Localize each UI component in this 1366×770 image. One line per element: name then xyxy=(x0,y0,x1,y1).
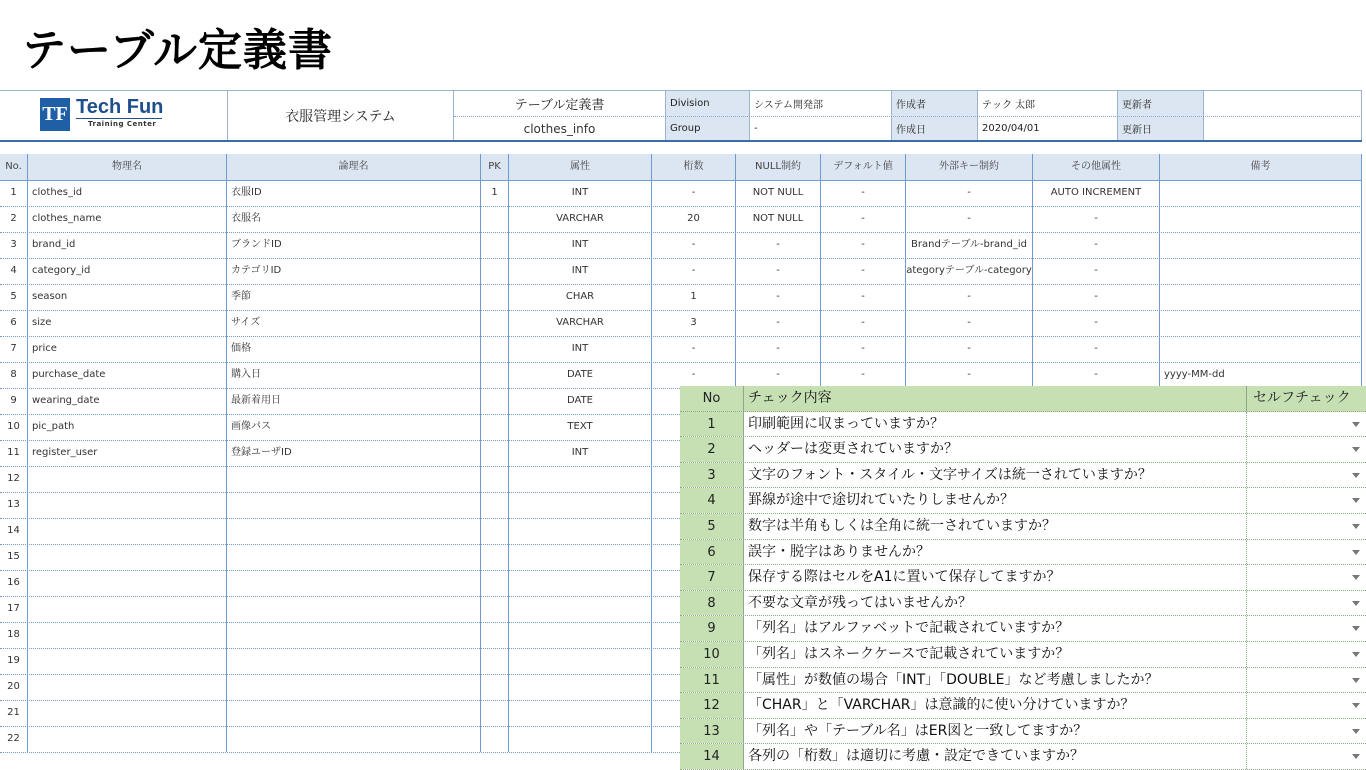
cell-attribute xyxy=(509,570,652,596)
cell-null-constraint: - xyxy=(736,336,821,362)
cell-logical-name xyxy=(227,596,481,622)
cell-no: 1 xyxy=(0,180,28,206)
cell-null-constraint: - xyxy=(736,362,821,388)
cell-default-value: - xyxy=(821,362,906,388)
column-header-default-value: デフォルト値 xyxy=(821,154,906,180)
table-row xyxy=(0,362,1362,388)
cell-length: 3 xyxy=(652,310,736,336)
cell-null-constraint: NOT NULL xyxy=(736,206,821,232)
cell-other-attribute: - xyxy=(1033,232,1160,258)
cell-attribute xyxy=(509,622,652,648)
updated-label: 更新日 xyxy=(1118,116,1204,141)
cell-foreign-key: - xyxy=(906,284,1033,310)
cell-pk xyxy=(481,232,509,258)
checklist-row xyxy=(680,488,1366,514)
self-check-dropdown[interactable] xyxy=(1246,668,1366,693)
cell-physical-name xyxy=(28,544,227,570)
cell-no: 2 xyxy=(0,206,28,232)
cell-logical-name xyxy=(227,674,481,700)
checklist-text: ヘッダーは変更されていますか？ xyxy=(748,441,958,458)
table-header-row xyxy=(0,154,1362,180)
cell-physical-name: register_user xyxy=(28,440,227,466)
cell-no: 6 xyxy=(0,310,28,336)
cell-remarks xyxy=(1160,180,1362,206)
cell-no: 5 xyxy=(0,284,28,310)
cell-pk xyxy=(481,336,509,362)
checklist-row xyxy=(680,540,1366,566)
checklist-text: 「属性」が数値の場合「INT」「DOUBLE」など考慮しましたか？ xyxy=(748,671,1159,688)
column-header-other-attribute: その他属性 xyxy=(1033,154,1160,180)
cell-null-constraint: - xyxy=(736,284,821,310)
updater-label: 更新者 xyxy=(1118,91,1204,116)
cell-pk xyxy=(481,440,509,466)
logo-main-text: Tech Fun xyxy=(76,96,164,118)
cell-other-attribute: - xyxy=(1033,362,1160,388)
division-label: Division xyxy=(666,91,750,116)
column-header-logical-name: 論理名 xyxy=(227,154,481,180)
cell-no: 9 xyxy=(0,388,28,414)
table-row xyxy=(0,206,1362,232)
checklist-no: 14 xyxy=(680,744,744,769)
cell-attribute xyxy=(509,466,652,492)
cell-no: 10 xyxy=(0,414,28,440)
cell-logical-name: 衣服名 xyxy=(227,206,481,232)
cell-pk xyxy=(481,388,509,414)
cell-null-constraint: NOT NULL xyxy=(736,180,821,206)
cell-physical-name xyxy=(28,726,227,752)
cell-remarks xyxy=(1160,258,1362,284)
cell-other-attribute: AUTO INCREMENT xyxy=(1033,180,1160,206)
column-header-no: No. xyxy=(0,154,28,180)
cell-no: 14 xyxy=(0,518,28,544)
cell-remarks xyxy=(1160,206,1362,232)
cell-physical-name: clothes_name xyxy=(28,206,227,232)
checklist-row xyxy=(680,744,1366,770)
table-row xyxy=(0,180,1362,206)
checklist-no: 6 xyxy=(680,540,744,565)
checklist-no: 13 xyxy=(680,719,744,744)
cell-no: 11 xyxy=(0,440,28,466)
checklist-row xyxy=(680,591,1366,617)
cell-pk xyxy=(481,570,509,596)
cell-logical-name xyxy=(227,544,481,570)
cell-physical-name xyxy=(28,596,227,622)
cell-foreign-key: ategoryテーブル-category xyxy=(906,258,1033,284)
cell-no: 3 xyxy=(0,232,28,258)
cell-logical-name: 最新着用日 xyxy=(227,388,481,414)
cell-pk xyxy=(481,414,509,440)
checklist-header-no: No xyxy=(680,386,744,411)
table-row xyxy=(0,258,1362,284)
cell-default-value: - xyxy=(821,284,906,310)
column-header-remarks: 備考 xyxy=(1160,154,1362,180)
cell-physical-name: purchase_date xyxy=(28,362,227,388)
checklist-header-self: セルフチェック xyxy=(1246,386,1366,411)
checklist-row xyxy=(680,565,1366,591)
checklist-no: 5 xyxy=(680,514,744,539)
cell-foreign-key: - xyxy=(906,310,1033,336)
cell-no: 7 xyxy=(0,336,28,362)
chevron-down-icon xyxy=(1352,601,1360,606)
cell-logical-name xyxy=(227,466,481,492)
column-header-physical-name: 物理名 xyxy=(28,154,227,180)
cell-pk xyxy=(481,466,509,492)
cell-remarks xyxy=(1160,336,1362,362)
checklist-row xyxy=(680,642,1366,668)
cell-logical-name: 登録ユーザID xyxy=(227,440,481,466)
cell-default-value: - xyxy=(821,258,906,284)
self-check-dropdown[interactable] xyxy=(1246,412,1366,437)
cell-logical-name xyxy=(227,648,481,674)
checklist-row xyxy=(680,463,1366,489)
cell-no: 21 xyxy=(0,700,28,726)
cell-attribute xyxy=(509,544,652,570)
cell-attribute: DATE xyxy=(509,388,652,414)
checklist-row xyxy=(680,616,1366,642)
cell-no: 19 xyxy=(0,648,28,674)
cell-attribute xyxy=(509,674,652,700)
checklist-text: 保存する際はセルをA1に置いて保存してますか？ xyxy=(748,569,1061,586)
cell-default-value: - xyxy=(821,206,906,232)
cell-remarks xyxy=(1160,310,1362,336)
checklist-row xyxy=(680,437,1366,463)
checklist-no: 12 xyxy=(680,693,744,718)
table-name: clothes_info xyxy=(454,116,666,141)
cell-pk xyxy=(481,258,509,284)
cell-foreign-key: Brandテーブル-brand_id xyxy=(906,232,1033,258)
cell-logical-name: 購入日 xyxy=(227,362,481,388)
created-label: 作成日 xyxy=(892,116,978,141)
checklist-panel xyxy=(680,386,1366,768)
cell-foreign-key: - xyxy=(906,336,1033,362)
cell-physical-name: wearing_date xyxy=(28,388,227,414)
cell-attribute: DATE xyxy=(509,362,652,388)
cell-length: - xyxy=(652,232,736,258)
table-row xyxy=(0,232,1362,258)
checklist-no: 8 xyxy=(680,591,744,616)
cell-length: - xyxy=(652,258,736,284)
cell-attribute xyxy=(509,700,652,726)
division-value: システム開発部 xyxy=(750,91,892,116)
updated-value xyxy=(1204,116,1362,141)
cell-physical-name xyxy=(28,466,227,492)
cell-null-constraint: - xyxy=(736,310,821,336)
checklist-no: 10 xyxy=(680,642,744,667)
cell-attribute: TEXT xyxy=(509,414,652,440)
cell-no: 8 xyxy=(0,362,28,388)
cell-physical-name: season xyxy=(28,284,227,310)
cell-logical-name: ブランドID xyxy=(227,232,481,258)
cell-logical-name xyxy=(227,726,481,752)
self-check-dropdown[interactable] xyxy=(1246,744,1366,769)
checklist-row xyxy=(680,719,1366,745)
cell-no: 12 xyxy=(0,466,28,492)
checklist-text: 文字のフォント・スタイル・文字サイズは統一されていますか？ xyxy=(748,466,1152,483)
cell-length: - xyxy=(652,336,736,362)
table-row xyxy=(0,310,1362,336)
cell-attribute: VARCHAR xyxy=(509,206,652,232)
cell-physical-name xyxy=(28,518,227,544)
cell-length: - xyxy=(652,362,736,388)
cell-pk xyxy=(481,726,509,752)
cell-logical-name xyxy=(227,570,481,596)
checklist-text: 印刷範囲に収まっていますか？ xyxy=(748,415,944,432)
cell-other-attribute: - xyxy=(1033,336,1160,362)
cell-logical-name xyxy=(227,700,481,726)
checklist-no: 11 xyxy=(680,668,744,693)
author-label: 作成者 xyxy=(892,91,978,116)
checklist-no: 2 xyxy=(680,437,744,462)
header-bottom-rule xyxy=(0,140,1362,142)
chevron-down-icon xyxy=(1352,473,1360,478)
cell-physical-name xyxy=(28,700,227,726)
checklist-text: 「列名」や「テーブル名」はER図と一致してますか？ xyxy=(748,722,1088,739)
cell-foreign-key: - xyxy=(906,180,1033,206)
self-check-dropdown[interactable] xyxy=(1246,591,1366,616)
cell-no: 15 xyxy=(0,544,28,570)
checklist-text: 数字は半角もしくは全角に統一されていますか？ xyxy=(748,518,1056,534)
cell-physical-name: category_id xyxy=(28,258,227,284)
chevron-down-icon xyxy=(1352,729,1360,734)
chevron-down-icon xyxy=(1352,524,1360,529)
cell-pk xyxy=(481,648,509,674)
cell-physical-name xyxy=(28,622,227,648)
checklist-text: 「CHAR」と「VARCHAR」は意識的に使い分けていますか？ xyxy=(748,697,1135,714)
chevron-down-icon xyxy=(1352,447,1360,452)
updater-value xyxy=(1204,91,1362,116)
cell-physical-name: clothes_id xyxy=(28,180,227,206)
cell-length: - xyxy=(652,180,736,206)
self-check-dropdown[interactable] xyxy=(1246,514,1366,539)
cell-other-attribute: - xyxy=(1033,284,1160,310)
logo-mark-icon: TF xyxy=(40,98,70,131)
column-header-foreign-key: 外部キー制約 xyxy=(906,154,1033,180)
cell-logical-name: カテゴリID xyxy=(227,258,481,284)
self-check-dropdown[interactable] xyxy=(1246,642,1366,667)
column-header-pk: PK xyxy=(481,154,509,180)
group-value: - xyxy=(750,116,892,141)
cell-attribute: INT xyxy=(509,336,652,362)
cell-logical-name: 画像パス xyxy=(227,414,481,440)
logo-sub-text: Training Center xyxy=(88,120,157,128)
cell-null-constraint: - xyxy=(736,232,821,258)
cell-other-attribute: - xyxy=(1033,258,1160,284)
cell-logical-name xyxy=(227,492,481,518)
checklist-no: 7 xyxy=(680,565,744,590)
cell-other-attribute: - xyxy=(1033,310,1160,336)
cell-logical-name: サイズ xyxy=(227,310,481,336)
author-value: テック 太郎 xyxy=(978,91,1118,116)
cell-no: 22 xyxy=(0,726,28,752)
cell-pk xyxy=(481,674,509,700)
cell-pk xyxy=(481,284,509,310)
cell-foreign-key: - xyxy=(906,206,1033,232)
checklist-row xyxy=(680,412,1366,438)
checklist-text: 各列の「桁数」は適切に考慮・設定できていますか？ xyxy=(748,748,1084,765)
chevron-down-icon xyxy=(1352,550,1360,555)
column-header-attribute: 属性 xyxy=(509,154,652,180)
cell-null-constraint: - xyxy=(736,258,821,284)
cell-physical-name: size xyxy=(28,310,227,336)
column-header-null-constraint: NULL制約 xyxy=(736,154,821,180)
checklist-no: 9 xyxy=(680,616,744,641)
cell-pk xyxy=(481,622,509,648)
cell-no: 20 xyxy=(0,674,28,700)
cell-attribute: VARCHAR xyxy=(509,310,652,336)
checklist-text: 「列名」はアルファベットで記載されていますか？ xyxy=(748,620,1070,637)
cell-physical-name xyxy=(28,648,227,674)
cell-pk xyxy=(481,518,509,544)
cell-physical-name: brand_id xyxy=(28,232,227,258)
system-name: 衣服管理システム xyxy=(228,91,454,141)
self-check-dropdown[interactable] xyxy=(1246,488,1366,513)
cell-foreign-key: - xyxy=(906,362,1033,388)
chevron-down-icon xyxy=(1352,678,1360,683)
cell-pk xyxy=(481,544,509,570)
cell-logical-name xyxy=(227,622,481,648)
cell-attribute xyxy=(509,648,652,674)
cell-physical-name: pic_path xyxy=(28,414,227,440)
cell-attribute xyxy=(509,518,652,544)
self-check-dropdown[interactable] xyxy=(1246,719,1366,744)
cell-length: 20 xyxy=(652,206,736,232)
cell-default-value: - xyxy=(821,232,906,258)
self-check-dropdown[interactable] xyxy=(1246,540,1366,565)
group-label: Group xyxy=(666,116,750,141)
cell-other-attribute: - xyxy=(1033,206,1160,232)
cell-remarks: yyyy-MM-dd xyxy=(1160,362,1362,388)
chevron-down-icon xyxy=(1352,498,1360,503)
cell-physical-name xyxy=(28,570,227,596)
cell-attribute: INT xyxy=(509,440,652,466)
cell-no: 13 xyxy=(0,492,28,518)
checklist-text: 「列名」はスネークケースで記載されていますか？ xyxy=(748,646,1070,662)
checklist-header-content: チェック内容 xyxy=(748,390,832,406)
checklist-no: 1 xyxy=(680,412,744,437)
self-check-dropdown[interactable] xyxy=(1246,437,1366,462)
chevron-down-icon xyxy=(1352,422,1360,427)
cell-logical-name: 価格 xyxy=(227,336,481,362)
created-value: 2020/04/01 xyxy=(978,116,1118,141)
chevron-down-icon xyxy=(1352,754,1360,759)
checklist-no: 3 xyxy=(680,463,744,488)
cell-pk: 1 xyxy=(481,180,509,206)
cell-no: 18 xyxy=(0,622,28,648)
checklist-text: 誤字・脱字はありませんか？ xyxy=(748,543,930,560)
chevron-down-icon xyxy=(1352,652,1360,657)
checklist-row xyxy=(680,514,1366,540)
header-divider xyxy=(454,116,1362,117)
doc-type: テーブル定義書 xyxy=(454,91,666,116)
cell-pk xyxy=(481,310,509,336)
checklist-no: 4 xyxy=(680,488,744,513)
cell-no: 17 xyxy=(0,596,28,622)
cell-physical-name xyxy=(28,674,227,700)
cell-attribute xyxy=(509,492,652,518)
column-header-length: 桁数 xyxy=(652,154,736,180)
cell-attribute: INT xyxy=(509,258,652,284)
table-row xyxy=(0,284,1362,310)
cell-default-value: - xyxy=(821,180,906,206)
table-row xyxy=(0,336,1362,362)
cell-logical-name xyxy=(227,518,481,544)
chevron-down-icon xyxy=(1352,626,1360,631)
cell-length: 1 xyxy=(652,284,736,310)
checklist-row xyxy=(680,668,1366,694)
cell-default-value: - xyxy=(821,336,906,362)
cell-pk xyxy=(481,596,509,622)
checklist-text: 不要な文章が残ってはいませんか？ xyxy=(748,594,972,611)
cell-pk xyxy=(481,362,509,388)
checklist-text: 罫線が途中で途切れていたりしませんか？ xyxy=(748,492,1014,509)
cell-logical-name: 衣服ID xyxy=(227,180,481,206)
chevron-down-icon xyxy=(1352,703,1360,708)
cell-pk xyxy=(481,206,509,232)
document-header xyxy=(0,90,1362,141)
cell-default-value: - xyxy=(821,310,906,336)
checklist-header-row xyxy=(680,386,1366,412)
cell-attribute xyxy=(509,596,652,622)
cell-attribute: CHAR xyxy=(509,284,652,310)
page-title: テーブル定義書 xyxy=(22,25,334,76)
self-check-dropdown[interactable] xyxy=(1246,616,1366,641)
cell-attribute: INT xyxy=(509,232,652,258)
logo-underline xyxy=(76,118,162,119)
cell-physical-name: price xyxy=(28,336,227,362)
cell-no: 16 xyxy=(0,570,28,596)
cell-physical-name xyxy=(28,492,227,518)
cell-logical-name: 季節 xyxy=(227,284,481,310)
cell-pk xyxy=(481,492,509,518)
self-check-dropdown[interactable] xyxy=(1246,693,1366,718)
chevron-down-icon xyxy=(1352,575,1360,580)
self-check-dropdown[interactable] xyxy=(1246,463,1366,488)
tech-fun-logo xyxy=(40,96,164,132)
self-check-dropdown[interactable] xyxy=(1246,565,1366,590)
cell-pk xyxy=(481,700,509,726)
checklist-row xyxy=(680,693,1366,719)
cell-remarks xyxy=(1160,284,1362,310)
cell-attribute: INT xyxy=(509,180,652,206)
cell-remarks xyxy=(1160,232,1362,258)
cell-no: 4 xyxy=(0,258,28,284)
cell-attribute xyxy=(509,726,652,752)
